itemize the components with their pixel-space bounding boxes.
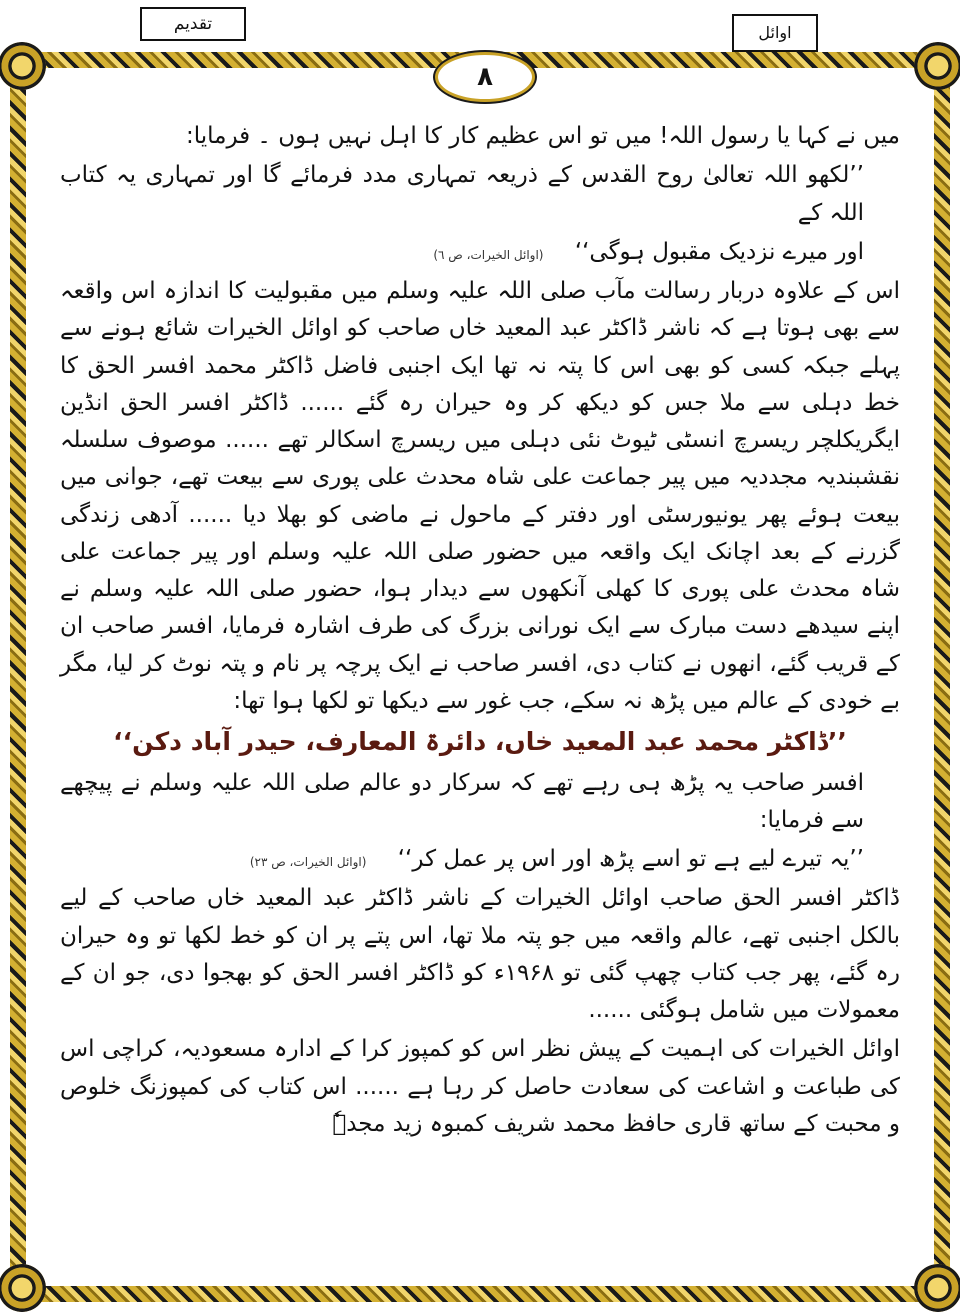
chapter-label-box [140,7,246,41]
citation: (اوائل الخیرات، ص ٢٣) [249,855,367,869]
corner-ornament-icon [0,42,46,90]
paragraph-closing: اوائل الخیرات کی اہمیت کے پیش نظر اس کو کمپوز کرا کے ادارہ مسعودیہ، کراچی اس کی طباعت و اشاعت کی سعادت حاصل کر رہا ہے ...... اس کتاب کی کمپوزنگ خلوص و محبت کے ساتھ قاری حافظ محمد شریف کمبوہ زید مجدہٗ [60,1036,900,1137]
quote-line-3 [60,841,900,878]
corner-ornament-icon [0,1264,46,1312]
chapter-label: تقدیم [173,14,213,34]
citation: (اوائل الخیرات، ص ٦) [433,247,544,262]
highlighted-address: ’’ڈاکٹر محمد عبد المعید خاں، دائرۃ المعارف، حیدر آباد دکن‘‘ [113,727,847,756]
quote-text: ’’یہ تیرے لیے ہے تو اسے پڑھ اور اس پر عمل کر‘‘ [397,846,864,872]
book-title: اوائل [758,23,792,42]
quote-text: اور میرے نزدیک مقبول ہوگی‘‘ [574,238,864,265]
page-body [60,118,900,1228]
quote-line-1: ’’لکھو اللہ تعالیٰ روح القدس کے ذریعہ تمہاری مدد فرمائے گا اور تمہاری یہ کتاب اللہ کے [60,162,864,226]
paragraph-main: اس کے علاوہ دربار رسالت مآب صلی اللہ علیہ وسلم میں مقبولیت کا اندازہ اس واقعہ سے بھی ہوتا ہے کہ ناشر ڈاکٹر عبد المعید خاں صاحب کو اوائل الخیرات شائع ہونے سے پہلے جبکہ کسی کو بھی اس کا پتہ نہ تھا ایک اجنبی فاضل ڈاکٹر محمد افسر الحق کا خط دہلی سے ملا جس کو دیکھ کر وہ حیران رہ گئے ...... ڈاکٹر افسر الحق انڈین ایگریکلچر ریسرچ انسٹی ٹیوٹ نئی دہلی میں ریسرچ اسکالر تھے ...... موصوف سلسلہ نقشبندیہ مجددیہ میں پیر جماعت علی شاہ محدث علی پوری سے بیعت تھے، جوانی میں بیعت ہوئے پھر یونیورسٹی اور دفتر کے ماحول نے ماضی کو بھلا دیا ...... آدھی زندگی گزرنے کے بعد اچانک ایک واقعہ میں حضور صلی اللہ علیہ وسلم اور پیر جماعت علی شاہ محدث علی پوری کا کھلی آنکھوں سے دیدار ہوا، حضور صلی اللہ علیہ وسلم نے اپنے سیدھے دست مبارک سے ایک نورانی بزرگ کی طرف اشارہ فرمایا، افسر صاحب ان کے قریب گئے، انھوں نے کتاب دی، افسر صاحب نے ایک پرچہ پر نام و پتہ نوٹ کر لیا، مگر بے خودی کے عالم میں پڑھ نہ سکے، جب غور سے دیکھا تو لکھا ہوا تھا: [60,278,900,714]
corner-ornament-icon [914,42,960,90]
book-title-box [732,14,818,52]
paragraph-publisher: ڈاکٹر افسر الحق صاحب اوائل الخیرات کے ناشر ڈاکٹر عبد المعید خاں صاحب کے لیے بالکل اجنبی تھے، عالم واقعہ میں جو پتہ ملا تھا، اس پتے پر ان کو خط لکھا تو وہ حیران رہ گئے، پھر جب کتاب چھپ گئی تو ۱۹۶۸ء کو ڈاکٹر افسر الحق کو بھجوا دی، جو ان کے معمولات میں شامل ہوگئی ...... [60,885,901,1023]
quote-line-2 [60,234,900,271]
corner-ornament-icon [914,1264,960,1312]
paragraph-intro: میں نے کہا یا رسول اللہ! میں تو اس عظیم کار کا اہل نہیں ہوں ۔ فرمایا: [185,123,900,149]
paragraph-reading: افسر صاحب یہ پڑھ ہی رہے تھے کہ سرکار دو عالم صلی اللہ علیہ وسلم نے پیچھے سے فرمایا: [60,769,864,833]
page-number: ۸ [435,52,535,102]
